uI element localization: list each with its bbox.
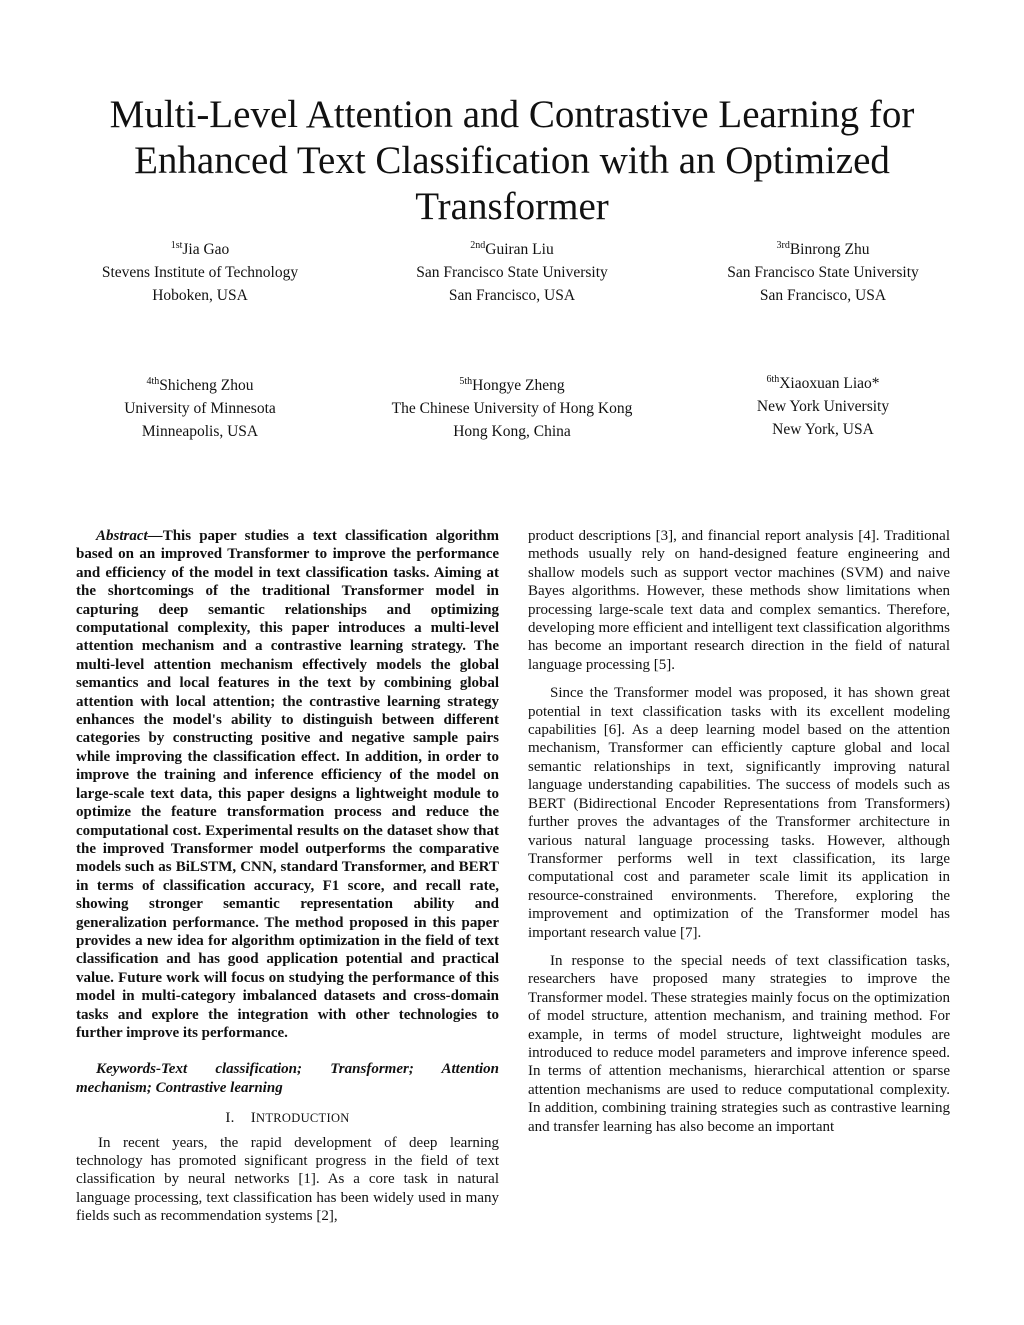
intro-paragraph-1: In recent years, the rapid development of deep learning technology has promoted significant progress in the field of text classification by neural networks [1]. As a core task in natural language processing, text classification has been widely used in many fields such as recommendation systems [2],: [76, 1134, 499, 1225]
author-affiliation: San Francisco State University: [727, 264, 919, 281]
abstract-label: Abstract—: [96, 528, 163, 544]
intro-paragraph-3: In response to the special needs of text classification tasks, researchers have proposed many strategies to improve the Transformer model. These strategies mainly focus on the optimization of model structure, attention mechanism, and training method. For example, in terms of model structure, lightweight modules are introduced to reduce model parameters and improve inference speed. In terms of attention mechanisms, hierarchical attention or sparse attention mechanisms are used to reduce computational complexity. In addition, combining training strategies such as contrastive learning and transfer learning has also become an important: [528, 952, 950, 1135]
author-name: [663, 238, 983, 261]
abstract-text: This paper studies a text classification algorithm based on an improved Transformer to improve the performance and efficiency of the model in text classification tasks. Aiming at the shortcomings of the traditional Transformer model in capturing deep semantic relationships and optimizing computational complexity, this paper introduces a multi-level attention mechanism and a contrastive learning strategy. The multi-level attention mechanism effectively models the global semantics and local features in the text by combining global attention with local attention; the contrastive learning strategy enhances the model's ability to distinguish between different categories by constructing positive and negative sample pairs while improving the classification effect. In addition, in order to improve the training and inference efficiency of the model on large-scale text data, this paper designs a lightweight module to optimize the feature transformation process and reduce the computational cost. Experimental results on the dataset show that the improved Transformer model outperforms the comparative models such as BiLSTM, CNN, standard Transformer, and BERT in terms of classification accuracy, F1 score, and recall rate, showing stronger semantic representation ability and generalization performance. The method proposed in this paper provides a new idea for algorithm optimization in the field of text classification and has good application potential and practical value. Future work will focus on studying the performance of this model in multi-category imbalanced datasets and cross-domain tasks and explore the integration with other technologies to further improve its performance.: [76, 528, 499, 1041]
author-name: [40, 238, 360, 261]
right-column: [528, 527, 950, 1136]
author-name-text: Hongye Zheng: [472, 377, 565, 394]
author-block-2: [352, 238, 672, 307]
intro-paragraph-2: Since the Transformer model was proposed, it has shown great potential in text classification tasks with its excellent modeling capabilities [6]. As a deep learning model based on the attention mechanism, Transformer can efficiently capture global and local semantic relationships in text, significantly improving natural language understanding capabilities. The success of models such as BERT (Bidirectional Encoder Representations from Transformers) further proves the advantages of the Transformer architecture in various natural language processing tasks. However, although Transformer performs well in text classification, its large computational cost and parameter scale limit its application in resource-constrained environments. Therefore, exploring the improvement and optimization of the Transformer model has important research value [7].: [528, 685, 950, 941]
author-block-5: [352, 374, 672, 443]
author-name: [352, 374, 672, 397]
paper-title: Multi-Level Attention and Contrastive Learning for Enhanced Text Classification with an Optimized Transformer: [109, 93, 915, 228]
author-ordinal: 6th: [766, 374, 780, 385]
author-name-text: Shicheng Zhou: [159, 377, 254, 394]
author-name-text: Guiran Liu: [485, 241, 554, 258]
author-location: San Francisco, USA: [448, 287, 576, 304]
author-name-text: Binrong Zhu: [789, 241, 870, 258]
author-ordinal: 5th: [459, 376, 473, 387]
author-name-text: Xiaoxuan Liao*: [779, 375, 880, 392]
author-affiliation: New York University: [756, 398, 890, 415]
author-affiliation: The Chinese University of Hong Kong: [391, 400, 633, 417]
author-name: [663, 372, 983, 395]
author-block-1: [40, 238, 360, 307]
author-ordinal: 2nd: [470, 240, 486, 251]
author-ordinal: 1st: [170, 240, 183, 251]
author-name: [40, 374, 360, 397]
section-heading-introduction: [76, 1109, 499, 1127]
section-number: I.: [225, 1110, 235, 1127]
author-location: Hoboken, USA: [152, 287, 248, 304]
section-title-rest: NTRODUCTION: [256, 1111, 350, 1126]
author-affiliation: San Francisco State University: [416, 264, 608, 281]
author-block-3: [663, 238, 983, 307]
author-ordinal: 4th: [146, 376, 160, 387]
author-location: New York, USA: [772, 421, 874, 438]
author-name-text: Jia Gao: [182, 241, 230, 258]
author-block-4: [40, 374, 360, 443]
keywords: Keywords-Text classification; Transformer; Attention mechanism; Contrastive learning: [76, 1061, 499, 1096]
author-block-6: [663, 372, 983, 441]
intro-paragraph-1-continued: product descriptions [3], and financial report analysis [4]. Traditional methods usually rely on hand-designed feature engineering and shallow models such as support vector machines (SVM) and naive Bayes algorithms. However, these methods show limitations when processing large-scale text data and complex semantics. Therefore, developing more efficient and intelligent text classification algorithms has become an important research direction in the field of natural language processing [5].: [528, 528, 950, 673]
left-column: [76, 527, 499, 1226]
section-title-initial: I: [250, 1110, 257, 1127]
author-name: [352, 238, 672, 261]
author-location: San Francisco, USA: [759, 287, 887, 304]
author-ordinal: 3rd: [776, 240, 790, 251]
author-location: Hong Kong, China: [453, 423, 571, 440]
author-affiliation: Stevens Institute of Technology: [101, 264, 299, 281]
author-location: Minneapolis, USA: [141, 423, 259, 440]
abstract: [76, 527, 499, 1042]
author-affiliation: University of Minnesota: [124, 400, 276, 417]
